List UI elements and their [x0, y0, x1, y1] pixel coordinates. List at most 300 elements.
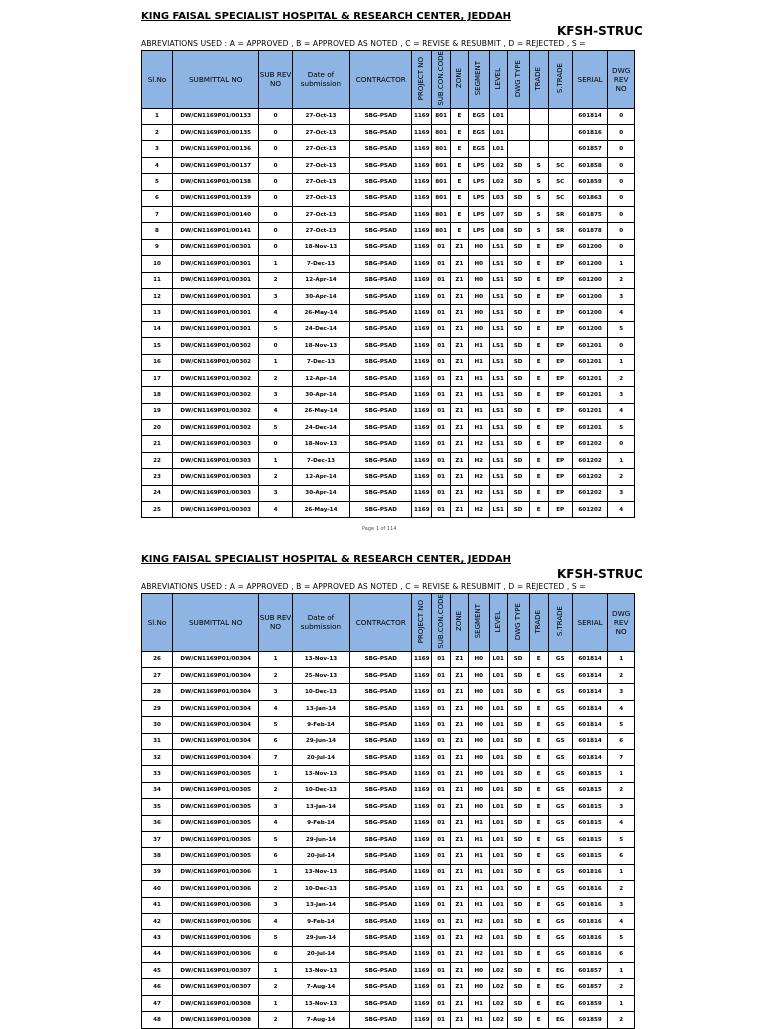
table-cell: Z1 [451, 256, 469, 272]
table-row [142, 288, 635, 304]
table-cell: 2 [608, 272, 635, 288]
table-cell: 20-Jul-14 [292, 946, 350, 962]
table-cell: H0 [468, 288, 489, 304]
column-header [412, 51, 432, 109]
table-cell: 25 [142, 502, 173, 518]
table-cell: 6 [608, 733, 635, 749]
table-cell: H1 [468, 1012, 489, 1028]
table-cell: SBG-PSAD [350, 157, 412, 173]
table-cell: 01 [432, 321, 451, 337]
table-cell: E [451, 190, 469, 206]
table-cell: H2 [468, 469, 489, 485]
table-cell: EP [548, 387, 572, 403]
table-cell: 1169 [412, 799, 432, 815]
table-cell: 1169 [412, 403, 432, 419]
table-cell: 01 [432, 733, 451, 749]
table-cell: SBG-PSAD [350, 256, 412, 272]
table-cell: H0 [468, 963, 489, 979]
table-cell: E [529, 913, 548, 929]
table-cell: 27-Oct-13 [292, 223, 350, 239]
table-cell: E [529, 848, 548, 864]
table-cell: 801 [432, 190, 451, 206]
table-cell: SBG-PSAD [350, 668, 412, 684]
table-cell [529, 141, 548, 157]
table-cell: 2 [608, 668, 635, 684]
table-cell: E [529, 256, 548, 272]
table-row [142, 864, 635, 880]
table-cell: 27-Oct-13 [292, 125, 350, 141]
table-cell: 01 [432, 700, 451, 716]
table-cell: 1169 [412, 420, 432, 436]
table-cell: 801 [432, 174, 451, 190]
table-cell: 01 [432, 305, 451, 321]
table-cell: 0 [608, 223, 635, 239]
table-cell: SBG-PSAD [350, 387, 412, 403]
table-cell: 1169 [412, 485, 432, 501]
table-cell: 28 [142, 684, 173, 700]
table-cell: LS1 [489, 354, 507, 370]
table-cell: 01 [432, 403, 451, 419]
table-cell: SD [507, 452, 529, 468]
table-cell: Z1 [451, 946, 469, 962]
table-cell: DW/CN1169P01/00306 [173, 897, 259, 913]
column-header-label: LEVEL [493, 67, 502, 90]
table-row [142, 897, 635, 913]
table-cell: DW/CN1169P01/00301 [173, 272, 259, 288]
table-cell: H1 [468, 354, 489, 370]
table-row [142, 452, 635, 468]
table-cell: 6 [608, 946, 635, 962]
table-row [142, 207, 635, 223]
table-cell: 601858 [572, 157, 607, 173]
table-row [142, 831, 635, 847]
column-header-label: ZONE [454, 68, 463, 89]
table-cell: DW/CN1169P01/00303 [173, 469, 259, 485]
table-cell: E [529, 239, 548, 255]
table-cell: 1 [259, 452, 292, 468]
table-cell: 01 [432, 831, 451, 847]
table-cell: 2 [259, 272, 292, 288]
table-row [142, 963, 635, 979]
table-cell: DW/CN1169P01/00301 [173, 305, 259, 321]
table-cell: Z1 [451, 881, 469, 897]
table-cell: 27-Oct-13 [292, 174, 350, 190]
table-cell: 601814 [572, 684, 607, 700]
table-cell: H1 [468, 995, 489, 1011]
table-cell: 1169 [412, 815, 432, 831]
table-row [142, 174, 635, 190]
table-cell: 4 [259, 913, 292, 929]
table-cell: Z1 [451, 848, 469, 864]
table-cell: E [529, 995, 548, 1011]
table-cell: 1169 [412, 995, 432, 1011]
table-cell: 601200 [572, 256, 607, 272]
table-cell: 25-Nov-13 [292, 668, 350, 684]
table-cell: 7-Dec-13 [292, 256, 350, 272]
table-cell: L01 [489, 815, 507, 831]
table-cell: E [529, 288, 548, 304]
table-cell: 23 [142, 469, 173, 485]
table-cell: 6 [259, 848, 292, 864]
table-cell: 0 [608, 239, 635, 255]
table-cell: Z1 [451, 469, 469, 485]
table-body [142, 108, 635, 518]
table-cell: SD [507, 717, 529, 733]
table-cell: EG [548, 979, 572, 995]
table-cell: 5 [608, 831, 635, 847]
column-header-label: PROJECT NO [417, 56, 426, 100]
table-row [142, 403, 635, 419]
table-cell: L01 [489, 668, 507, 684]
table-cell: 2 [608, 881, 635, 897]
table-cell: SD [507, 223, 529, 239]
table-cell: DW/CN1169P01/00302 [173, 387, 259, 403]
table-cell: SD [507, 864, 529, 880]
table-cell: GS [548, 831, 572, 847]
table-cell: 18-Nov-13 [292, 436, 350, 452]
table-cell: LS1 [489, 436, 507, 452]
table-cell: SD [507, 387, 529, 403]
table-cell: 19 [142, 403, 173, 419]
table-cell: EP [548, 420, 572, 436]
table-cell: Z1 [451, 502, 469, 518]
table-cell: SBG-PSAD [350, 995, 412, 1011]
table-cell: SBG-PSAD [350, 930, 412, 946]
table-row [142, 668, 635, 684]
table-cell: 20 [142, 420, 173, 436]
table-row [142, 485, 635, 501]
table-cell: DW/CN1169P01/00304 [173, 717, 259, 733]
table-cell: 29-Jun-14 [292, 831, 350, 847]
table-cell: L02 [489, 174, 507, 190]
table-cell: 601200 [572, 288, 607, 304]
table-cell: L02 [489, 1012, 507, 1028]
column-header [529, 594, 548, 652]
table-cell: DW/CN1169P01/00303 [173, 502, 259, 518]
table-cell: 12 [142, 288, 173, 304]
table-cell: 601816 [572, 913, 607, 929]
column-header: SERIAL [572, 51, 607, 109]
table-cell: SD [507, 354, 529, 370]
table-cell: 0 [608, 141, 635, 157]
table-cell: E [529, 799, 548, 815]
table-cell: 01 [432, 979, 451, 995]
table-cell: 27-Oct-13 [292, 207, 350, 223]
abbreviations-line: ABREVIATIONS USED : A = APPROVED , B = APPROVED AS NOTED , C = REVISE & RESUBMIT , D = REJECTED , S = [141, 582, 586, 591]
table-cell: 16 [142, 354, 173, 370]
column-header: Sl.No [142, 51, 173, 109]
table-cell: 2 [259, 370, 292, 386]
table-cell: 1169 [412, 354, 432, 370]
table-cell: DW/CN1169P01/00304 [173, 668, 259, 684]
table-cell: H2 [468, 502, 489, 518]
table-cell: LS1 [489, 469, 507, 485]
table-cell: Z1 [451, 354, 469, 370]
table-cell: SD [507, 469, 529, 485]
document-page-2 [0, 543, 768, 1024]
column-header-label: S.TRADE [555, 63, 564, 94]
table-cell: SBG-PSAD [350, 288, 412, 304]
table-cell: SBG-PSAD [350, 684, 412, 700]
table-cell: 1 [608, 963, 635, 979]
table-cell: 01 [432, 420, 451, 436]
table-cell: SBG-PSAD [350, 354, 412, 370]
table-cell: 13-Nov-13 [292, 963, 350, 979]
table-cell: L01 [489, 913, 507, 929]
table-cell: 601815 [572, 848, 607, 864]
table-cell: Z1 [451, 733, 469, 749]
table-cell: 13 [142, 305, 173, 321]
table-cell: 601815 [572, 782, 607, 798]
table-cell: GS [548, 782, 572, 798]
table-cell: SBG-PSAD [350, 1012, 412, 1028]
table-cell: 0 [608, 190, 635, 206]
table-cell: SD [507, 288, 529, 304]
table-cell: 1169 [412, 700, 432, 716]
table-cell: 601857 [572, 979, 607, 995]
table-cell: H2 [468, 930, 489, 946]
table-cell: 1169 [412, 436, 432, 452]
table-cell: Z1 [451, 979, 469, 995]
table-cell: SBG-PSAD [350, 469, 412, 485]
table-cell: 801 [432, 141, 451, 157]
column-header [451, 594, 469, 652]
table-cell: 13-Jan-14 [292, 700, 350, 716]
table-cell: 36 [142, 815, 173, 831]
table-cell: 1169 [412, 668, 432, 684]
document-code: KFSH-STRUC [557, 24, 643, 38]
table-cell: SD [507, 502, 529, 518]
table-cell: 17 [142, 370, 173, 386]
table-cell: 27 [142, 668, 173, 684]
table-cell: 0 [259, 125, 292, 141]
table-cell: SD [507, 700, 529, 716]
table-cell: DW/CN1169P01/00307 [173, 963, 259, 979]
column-header [432, 51, 451, 109]
table-cell: DW/CN1169P01/00305 [173, 848, 259, 864]
table-cell: 1169 [412, 141, 432, 157]
table-cell: 27-Oct-13 [292, 157, 350, 173]
table-cell: 3 [608, 799, 635, 815]
column-header-label: LEVEL [493, 610, 502, 633]
table-cell: 01 [432, 338, 451, 354]
table-cell: SR [548, 207, 572, 223]
column-header [468, 51, 489, 109]
table-cell: 601815 [572, 815, 607, 831]
table-cell: 01 [432, 717, 451, 733]
table-cell: 601814 [572, 750, 607, 766]
table-cell: Z1 [451, 485, 469, 501]
table-cell: 01 [432, 485, 451, 501]
table-cell: SBG-PSAD [350, 485, 412, 501]
column-header: Sl.No [142, 594, 173, 652]
table-cell: SBG-PSAD [350, 502, 412, 518]
table-cell: E [529, 651, 548, 667]
table-row [142, 782, 635, 798]
table-cell: EP [548, 321, 572, 337]
table-cell: 1 [259, 963, 292, 979]
table-cell: 18 [142, 387, 173, 403]
table-row [142, 436, 635, 452]
table-cell: E [529, 831, 548, 847]
column-header: DWG REV NO [608, 594, 635, 652]
column-header [468, 594, 489, 652]
column-header-label: SUB.CON.CODE [436, 51, 445, 106]
table-cell: 1 [608, 256, 635, 272]
table-cell: 601878 [572, 223, 607, 239]
table-cell: 3 [259, 897, 292, 913]
table-cell: SD [507, 963, 529, 979]
table-cell: E [529, 370, 548, 386]
table-cell: 18-Nov-13 [292, 239, 350, 255]
table-cell: 4 [142, 157, 173, 173]
table-cell: 27-Oct-13 [292, 141, 350, 157]
table-cell: 601816 [572, 864, 607, 880]
table-cell: H1 [468, 420, 489, 436]
table-cell: 35 [142, 799, 173, 815]
column-header [548, 594, 572, 652]
column-header: SUB REV NO [259, 594, 292, 652]
table-cell: 11 [142, 272, 173, 288]
table-cell: 1169 [412, 733, 432, 749]
column-header: DWG REV NO [608, 51, 635, 109]
table-cell: 0 [259, 190, 292, 206]
table-cell: 13-Jan-14 [292, 799, 350, 815]
table-cell: GS [548, 848, 572, 864]
hospital-title: KING FAISAL SPECIALIST HOSPITAL & RESEARCH CENTER, JEDDAH [141, 11, 511, 22]
table-row [142, 420, 635, 436]
column-header: SUBMITTAL NO [173, 594, 259, 652]
table-cell: LP5 [468, 157, 489, 173]
table-cell: LS1 [489, 452, 507, 468]
table-cell: 1169 [412, 207, 432, 223]
table-cell: 1169 [412, 881, 432, 897]
table-cell: H0 [468, 782, 489, 798]
table-cell: DW/CN1169P01/00305 [173, 782, 259, 798]
table-cell: 0 [608, 207, 635, 223]
table-cell: 2 [608, 979, 635, 995]
table-cell: 1169 [412, 108, 432, 124]
table-cell: L01 [489, 848, 507, 864]
column-header-label: TRADE [534, 609, 543, 634]
table-cell: L01 [489, 141, 507, 157]
table-cell: SD [507, 750, 529, 766]
table-cell: 601815 [572, 766, 607, 782]
table-cell: 601816 [572, 897, 607, 913]
table-cell: 13-Nov-13 [292, 766, 350, 782]
table-cell: 1169 [412, 174, 432, 190]
table-cell: H0 [468, 979, 489, 995]
table-cell: SD [507, 799, 529, 815]
table-cell: 1 [608, 995, 635, 1011]
table-cell: L07 [489, 207, 507, 223]
table-cell: 4 [259, 815, 292, 831]
table-cell: 3 [608, 288, 635, 304]
table-cell: 1 [142, 108, 173, 124]
table-cell: 01 [432, 963, 451, 979]
table-cell: H0 [468, 668, 489, 684]
table-cell: Z1 [451, 700, 469, 716]
table-cell: 2 [259, 668, 292, 684]
table-cell: Z1 [451, 272, 469, 288]
column-header-label: DWG TYPE [513, 602, 522, 640]
table-cell: 1169 [412, 766, 432, 782]
submittal-table [141, 50, 635, 518]
table-cell: SD [507, 370, 529, 386]
table-cell: 0 [259, 108, 292, 124]
column-header-label: SUB.CON.CODE [436, 594, 445, 649]
table-cell: 1169 [412, 831, 432, 847]
table-row [142, 733, 635, 749]
table-cell: EP [548, 502, 572, 518]
table-cell: SD [507, 321, 529, 337]
table-cell: SC [548, 157, 572, 173]
table-cell: SBG-PSAD [350, 370, 412, 386]
column-header: Date of submission [292, 594, 350, 652]
table-cell: SD [507, 239, 529, 255]
table-cell: 1169 [412, 782, 432, 798]
table-cell: DW/CN1169P01/00140 [173, 207, 259, 223]
table-cell: DW/CN1169P01/00304 [173, 700, 259, 716]
table-cell: SBG-PSAD [350, 190, 412, 206]
table-cell: 1169 [412, 452, 432, 468]
table-cell: 01 [432, 995, 451, 1011]
table-cell: DW/CN1169P01/00305 [173, 766, 259, 782]
table-cell: 1169 [412, 288, 432, 304]
table-cell: 1 [608, 651, 635, 667]
table-cell: H1 [468, 881, 489, 897]
table-cell: 38 [142, 848, 173, 864]
table-header-row [142, 594, 635, 652]
table-cell: 0 [259, 174, 292, 190]
table-cell: EP [548, 272, 572, 288]
table-cell: 12-Apr-14 [292, 469, 350, 485]
table-cell: E [451, 174, 469, 190]
table-cell: 01 [432, 370, 451, 386]
table-cell: 4 [608, 913, 635, 929]
table-cell: 5 [259, 930, 292, 946]
table-cell: EG [548, 1012, 572, 1028]
table-cell: GS [548, 766, 572, 782]
table-cell: 18-Nov-13 [292, 338, 350, 354]
table-cell: 6 [259, 946, 292, 962]
table-cell: 601200 [572, 272, 607, 288]
table-row [142, 239, 635, 255]
table-cell: 3 [259, 485, 292, 501]
table-cell: 0 [608, 108, 635, 124]
table-cell: SD [507, 272, 529, 288]
table-cell: Z1 [451, 766, 469, 782]
table-cell: E [529, 930, 548, 946]
table-cell: GS [548, 881, 572, 897]
table-cell: E [529, 717, 548, 733]
table-cell: 0 [259, 436, 292, 452]
table-cell: LP5 [468, 174, 489, 190]
table-cell: GS [548, 913, 572, 929]
table-cell: Z1 [451, 436, 469, 452]
table-cell: SD [507, 897, 529, 913]
table-cell: 01 [432, 436, 451, 452]
table-cell: LS1 [489, 485, 507, 501]
table-cell: DW/CN1169P01/00304 [173, 750, 259, 766]
table-cell: DW/CN1169P01/00133 [173, 108, 259, 124]
table-cell: E [529, 979, 548, 995]
table-cell: DW/CN1169P01/00141 [173, 223, 259, 239]
table-cell: SBG-PSAD [350, 815, 412, 831]
table-cell: SBG-PSAD [350, 338, 412, 354]
table-cell: 801 [432, 207, 451, 223]
table-cell: DW/CN1169P01/00302 [173, 354, 259, 370]
